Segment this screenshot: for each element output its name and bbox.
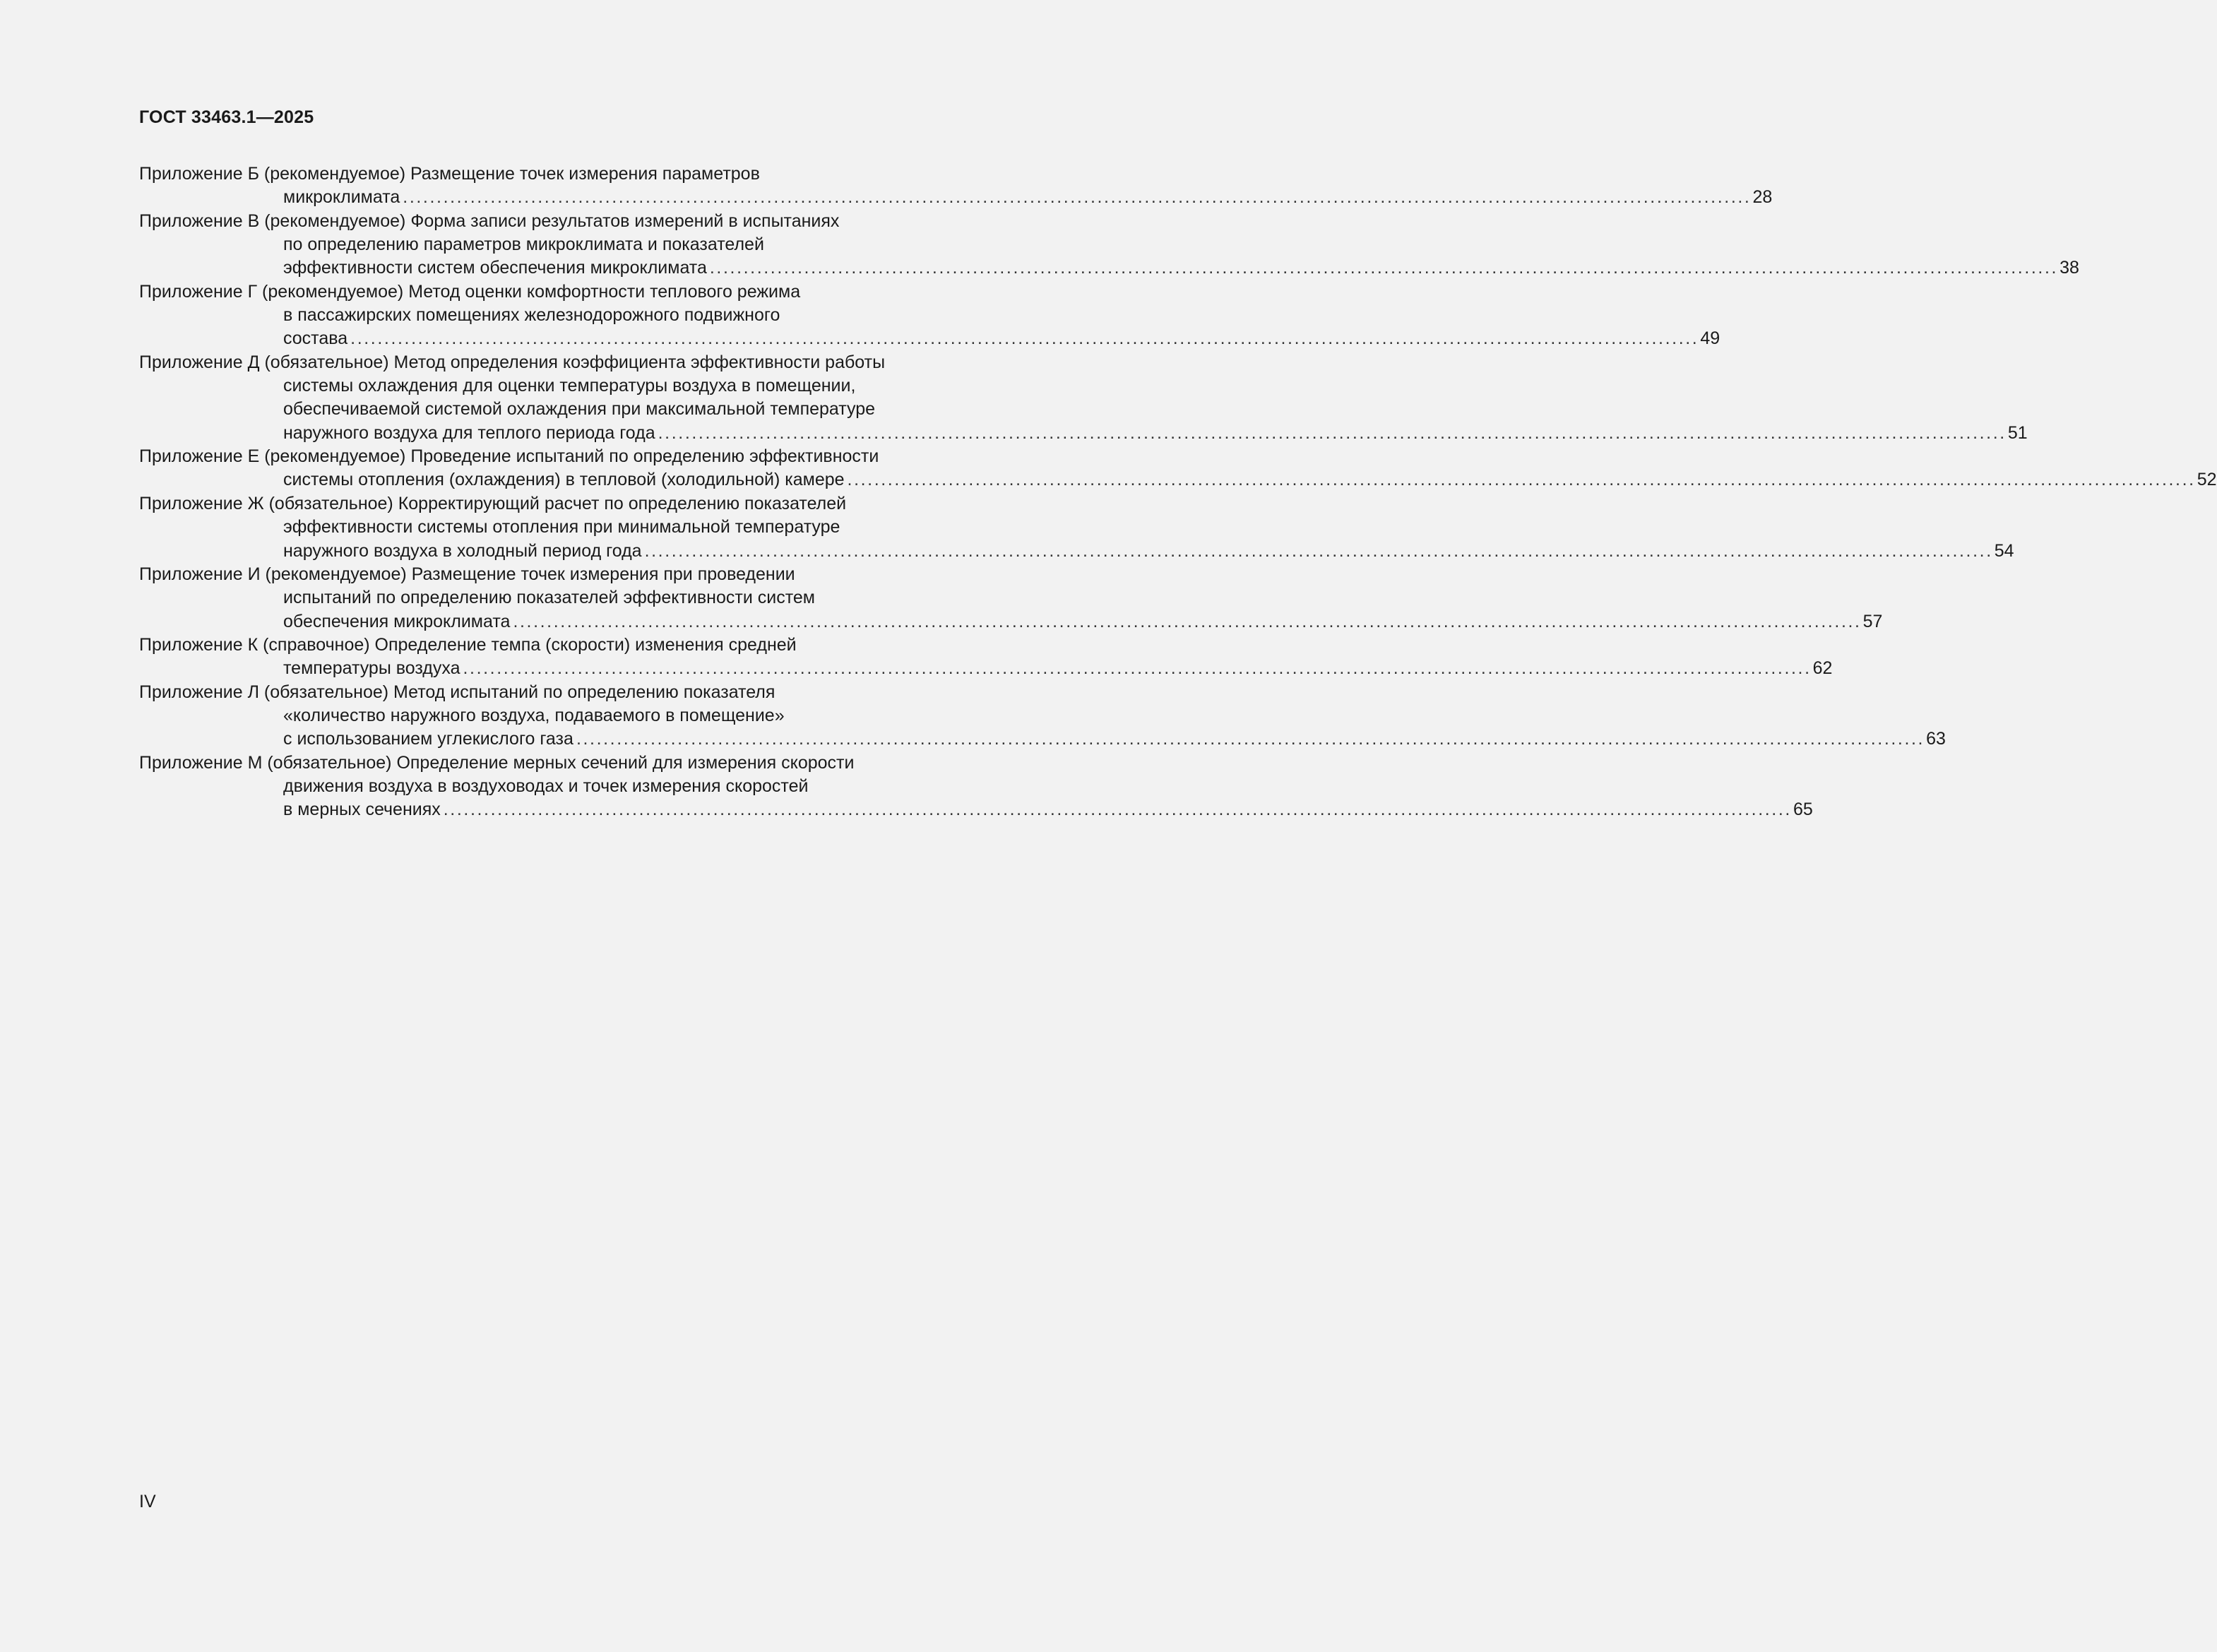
toc-entry[interactable] [139, 751, 1813, 822]
dot-leader: ........................................................................................................................................................................................................ [443, 800, 1792, 820]
toc-entry-continuation: «количество наружного воздуха, подаваемого в помещение» [283, 705, 785, 725]
dot-leader: ........................................................................................................................................................................................................ [847, 470, 2196, 490]
toc-entry-last-line [139, 798, 1813, 821]
toc-entry-title: Приложение К (справочное) Определение темпа (скорости) изменения средней [139, 634, 797, 655]
toc-entry-title: Приложение И (рекомендуемое) Размещение точек измерения при проведении [139, 564, 795, 584]
toc-entry[interactable] [139, 351, 2028, 445]
toc-entry-title: Приложение Е (рекомендуемое) Проведение испытаний по определению эффективности [139, 446, 879, 467]
dot-leader: ........................................................................................................................................................................................................ [658, 422, 2007, 443]
toc-entry-continuation: эффективности системы отопления при минимальной температуре [283, 517, 840, 537]
toc-entry[interactable] [139, 634, 1833, 681]
toc-entry-title: Приложение М (обязательное) Определение мерных сечений для измерения скорости [139, 752, 855, 773]
toc-entry-last-line [139, 468, 2217, 492]
dot-leader: ........................................................................................................................................................................................................ [709, 258, 2059, 278]
page-number: IV [139, 1492, 156, 1511]
toc-entry-last-line [139, 540, 2014, 563]
toc-page-number: 65 [1793, 800, 1813, 820]
toc-entry-text: обеспечения микроклимата [283, 611, 511, 631]
toc-entry-continuation: испытаний по определению показателей эффективности систем [283, 588, 815, 608]
toc-entry-text: в мерных сечениях [283, 800, 441, 820]
dot-leader: ........................................................................................................................................................................................................ [576, 729, 1925, 749]
toc-entry-last-line [139, 727, 1946, 751]
toc-entry-text: с использованием углекислого газа [283, 729, 573, 749]
toc-entry-text: наружного воздуха для теплого периода года [283, 422, 655, 443]
toc-entry-continuation: системы охлаждения для оценки температуры воздуха в помещении, [283, 376, 856, 396]
toc-entry-continuation: по определению параметров микроклимата и показателей [283, 234, 764, 255]
toc-entry-title: Приложение Д (обязательное) Метод определения коэффициента эффективности работы [139, 352, 886, 372]
toc-entry[interactable] [139, 445, 2217, 492]
toc-entry-text: эффективности систем обеспечения микроклимата [283, 258, 707, 278]
toc-entry-last-line [139, 610, 1883, 634]
toc-entry-title: Приложение В (рекомендуемое) Форма записи результатов измерений в испытаниях [139, 210, 840, 231]
toc-entry-title: Приложение Г (рекомендуемое) Метод оценки комфортности теплового режима [139, 281, 801, 302]
toc-entry-title: Приложение Б (рекомендуемое) Размещение точек измерения параметров [139, 164, 760, 184]
toc-page-number: 54 [1994, 540, 2014, 561]
table-of-contents [139, 162, 2217, 822]
toc-entry-continuation: движения воздуха в воздуховодах и точек измерения скоростей [283, 776, 809, 796]
toc-page-number: 51 [2007, 422, 2028, 443]
dot-leader: ........................................................................................................................................................................................................ [403, 187, 1752, 208]
toc-entry-text: температуры воздуха [283, 658, 460, 679]
document-code: ГОСТ 33463.1—2025 [139, 107, 314, 127]
toc-entry-last-line [139, 186, 1773, 209]
toc-entry-text: микроклимата [283, 187, 400, 208]
toc-page-number: 49 [1700, 328, 1720, 349]
toc-entry[interactable] [139, 162, 1773, 210]
toc-entry[interactable] [139, 563, 1883, 634]
toc-page-number: 52 [2197, 470, 2217, 490]
toc-entry-continuation: обеспечиваемой системой охлаждения при максимальной температуре [283, 399, 876, 420]
toc-entry[interactable] [139, 492, 2014, 563]
toc-page-number: 62 [1812, 658, 1833, 679]
toc-entry-last-line [139, 422, 2028, 445]
toc-entry-title: Приложение Л (обязательное) Метод испытаний по определению показателя [139, 682, 775, 702]
toc-page-number: 28 [1752, 187, 1773, 208]
dot-leader: ........................................................................................................................................................................................................ [350, 328, 1699, 349]
toc-entry[interactable] [139, 681, 1946, 751]
toc-entry-text: наружного воздуха в холодный период года [283, 540, 642, 561]
toc-entry[interactable] [139, 210, 2079, 280]
toc-entry-text: системы отопления (охлаждения) в тепловой (холодильной) камере [283, 470, 845, 490]
toc-page-number: 57 [1862, 611, 1883, 631]
dot-leader: ........................................................................................................................................................................................................ [513, 611, 1862, 631]
toc-entry-last-line [139, 256, 2079, 280]
toc-page-number: 38 [2060, 258, 2079, 278]
toc-entry-text: состава [283, 328, 348, 349]
toc-entry-last-line [139, 327, 1720, 350]
toc-entry-continuation: в пассажирских помещениях железнодорожного подвижного [283, 305, 780, 326]
toc-page-number: 63 [1926, 729, 1946, 749]
toc-entry-title: Приложение Ж (обязательное) Корректирующий расчет по определению показателей [139, 493, 847, 513]
dot-leader: ........................................................................................................................................................................................................ [463, 658, 1812, 679]
toc-entry-last-line [139, 657, 1833, 680]
dot-leader: ........................................................................................................................................................................................................ [644, 540, 1993, 561]
toc-entry[interactable] [139, 280, 1720, 351]
